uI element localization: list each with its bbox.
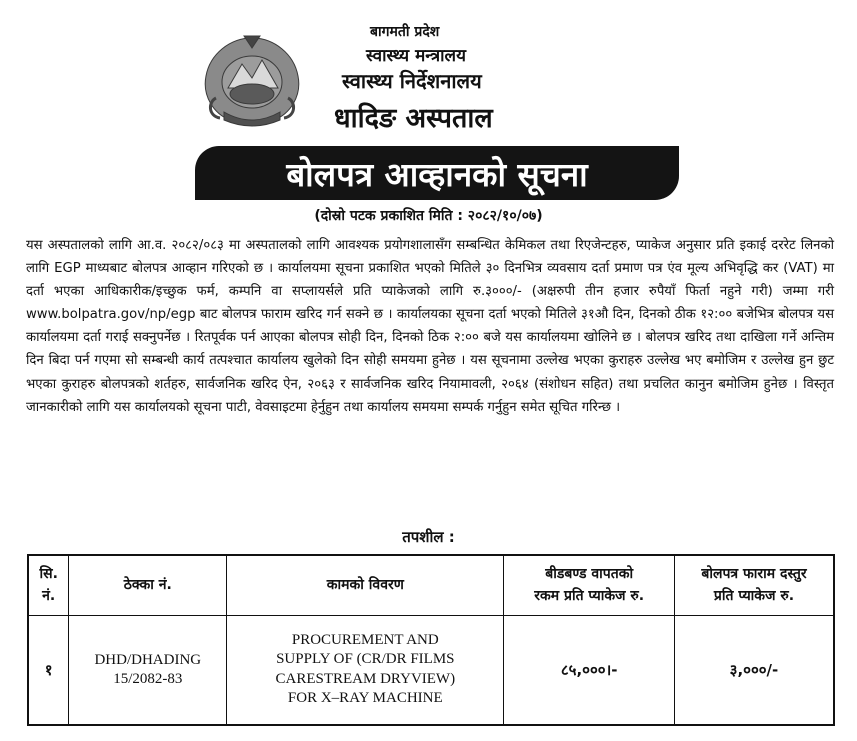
header-bid-bond-line2: रकम प्रति प्याकेज रु. bbox=[534, 588, 645, 605]
header-form-fee-line1: बोलपत्र फाराम दस्तुर bbox=[701, 566, 807, 583]
header-form-fee-line2: प्रति प्याकेज रु. bbox=[713, 588, 795, 605]
header-bid-bond bbox=[504, 555, 675, 615]
table-row bbox=[28, 615, 834, 725]
header-contract-no: ठेक्का नं. bbox=[69, 555, 227, 615]
table-header-row bbox=[28, 555, 834, 615]
row-desc-line4: FOR X–RAY MACHINE bbox=[287, 690, 443, 707]
header-serial bbox=[28, 555, 69, 615]
directorate-name: स्वास्थ्य निर्देशनालय bbox=[342, 69, 482, 93]
header-serial-line1: सि. bbox=[39, 566, 58, 583]
nepal-government-emblem bbox=[194, 32, 310, 128]
row-form-fee: ३,०००/- bbox=[674, 615, 834, 725]
notice-title-banner bbox=[195, 146, 679, 200]
header-description: कामको विवरण bbox=[227, 555, 504, 615]
table-caption: तपशील : bbox=[402, 528, 455, 546]
header-serial-line2: नं. bbox=[42, 588, 56, 605]
row-contract-no bbox=[69, 615, 227, 725]
ministry-name: स्वास्थ्य मन्त्रालय bbox=[366, 46, 466, 66]
row-desc-line1: PROCUREMENT AND bbox=[291, 631, 439, 648]
row-bid-bond: ८५,०००।- bbox=[504, 615, 675, 725]
row-description bbox=[227, 615, 504, 725]
row-serial: १ bbox=[28, 615, 69, 725]
row-contract-line2: 15/2082-83 bbox=[113, 670, 183, 687]
row-desc-line2: SUPPLY OF (CR/DR FILMS bbox=[276, 651, 455, 668]
notice-title: बोलपत्र आव्हानको सूचना bbox=[286, 154, 588, 194]
header-form-fee bbox=[674, 555, 834, 615]
row-contract-line1: DHD/DHADING bbox=[94, 651, 202, 668]
notice-body: यस अस्पतालको लागि आ.व. २०८२/०८३ मा अस्पतालको लागि आवश्यक प्रयोगशालासँग सम्बन्धित केमिकल तथा रिएजेन्टहरु, प्याकेज अनुसार प्रति इकाई दररेट लिनको लागि EGP माध्यबाट बोलपत्र आव्हान गरिएको छ । कार्यालयमा सूचना प्रकाशित भएको मितिले ३० दिनभित्र व्यवसाय दर्ता प्रमाण पत्र एंव मूल्य अभिवृद्धि कर (VAT) मा दर्ता भएका आधिकारीक/इच्छुक फर्म, कम्पनि वा सप्लायर्सले प्रति प्याकेजको लागि रु.३०००/- (अक्षरुपी तीन हजार रुपैयाँ फिर्ता नहुने गरी) जम्मा गरी www.bolpatra.gov/np/egp बाट बोलपत्र फाराम खरिद गर्न सक्ने छ । कार्यालयका सूचना दर्ता भएको मितिले ३१औ दिन, दिनको ठीक १२:०० बजेभित्र बोलपत्र यस कार्यालयमा दर्ता गराई सक्नुपर्नेछ । रितपूर्वक पर्न आएका बोलपत्र सोही दिन, दिनको ठिक २:०० बजे यस कार्यालयमा खोलिने छ । बोलपत्र खरिद तथा दाखिला गर्ने अन्तिम दिन बिदा पर्न गएमा सो सम्बन्धी कार्य तत्पश्चात कार्यालय खुलेको दिन सोही समयमा हुनेछ । यस सूचनामा उल्लेख भएका कुराहरु उल्लेख भए बमोजिम र उल्लेख हुन छुट भएका कुराहरु बोलपत्रको शर्तहरु, सार्वजनिक खरिद ऐन, २०६३ र सार्वजनिक खरिद नियामावली, २०६४ (संशोधन सहित) तथा प्रचलित कानुन बमोजिम हुनेछ । विस्तृत जानकारीको लागि यस कार्यालयको सूचना पाटी, वेवसाइटमा हेर्नुहुन तथा कार्यालय समयमा सम्पर्क गर्नुहुन समेत सूचित गरिन्छ । bbox=[26, 238, 834, 415]
republished-date: (दोस्रो पटक प्रकाशित मिति : २०८२/१०/०७) bbox=[314, 208, 543, 224]
row-desc-line3: CARESTREAM DRYVIEW) bbox=[275, 670, 456, 687]
province-name: बागमती प्रदेश bbox=[370, 24, 440, 40]
header-bid-bond-line1: बीडबण्ड वापतको bbox=[545, 566, 634, 583]
tender-table bbox=[27, 554, 835, 726]
hospital-name: धादिङ अस्पताल bbox=[334, 103, 493, 134]
